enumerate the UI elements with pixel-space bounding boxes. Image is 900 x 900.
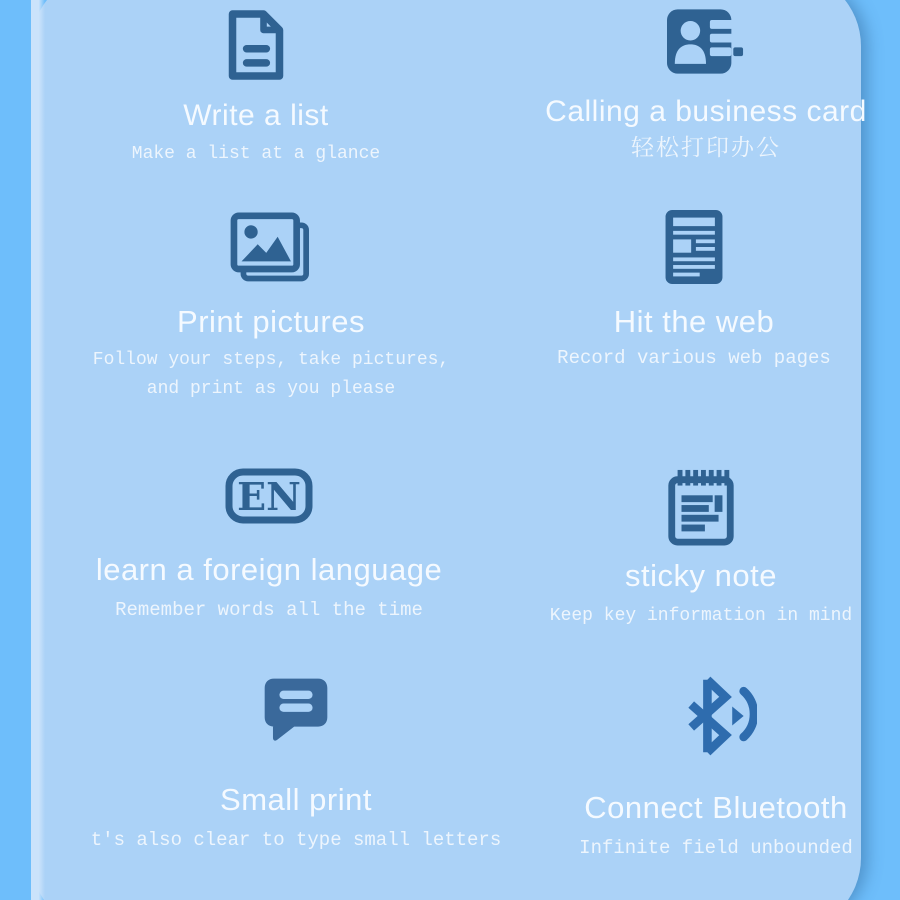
feature-title: Calling a business card [545,95,867,128]
feature-subtitle: Infinite field unbounded [579,837,853,859]
feature-sticky-note [486,468,900,631]
pictures-icon [230,212,312,288]
feature-small-print [76,674,516,855]
bluetooth-icon [675,674,757,758]
feature-title: sticky note [625,558,777,593]
feature-subtitle: Remember words all the time [115,599,423,621]
document-icon [225,6,287,80]
feature-subtitle: Record various web pages [557,347,831,369]
feature-connect-bluetooth [501,674,900,863]
feature-title: Connect Bluetooth [584,790,848,825]
feature-title: Small print [220,782,372,817]
feature-subtitle: Make a list at a glance [131,144,381,164]
feature-subtitle: 轻松打印办公 [631,134,781,160]
feature-foreign-language [49,466,489,625]
feature-title: Print pictures [177,304,365,339]
feature-title: learn a foreign language [95,552,443,587]
feature-subtitle: Keep key information in mind [549,606,853,626]
webpage-icon [665,212,723,284]
en-badge-icon [225,466,313,524]
message-icon [261,674,331,746]
feature-hit-the-web [479,212,900,373]
en-badge-text: EN [237,474,301,519]
feature-subtitle: Follow your steps, take pictures, and print as you please [92,350,450,399]
feature-write-a-list [46,6,466,169]
feature-title: Write a list [183,99,329,132]
feature-business-card [491,4,900,162]
feature-print-pictures [51,212,491,404]
notepad-icon [665,468,737,546]
feature-title: Hit the web [613,304,775,339]
feature-subtitle: t's also clear to type small letters [90,829,502,851]
business-card-icon [667,4,745,76]
content-card [31,0,867,900]
